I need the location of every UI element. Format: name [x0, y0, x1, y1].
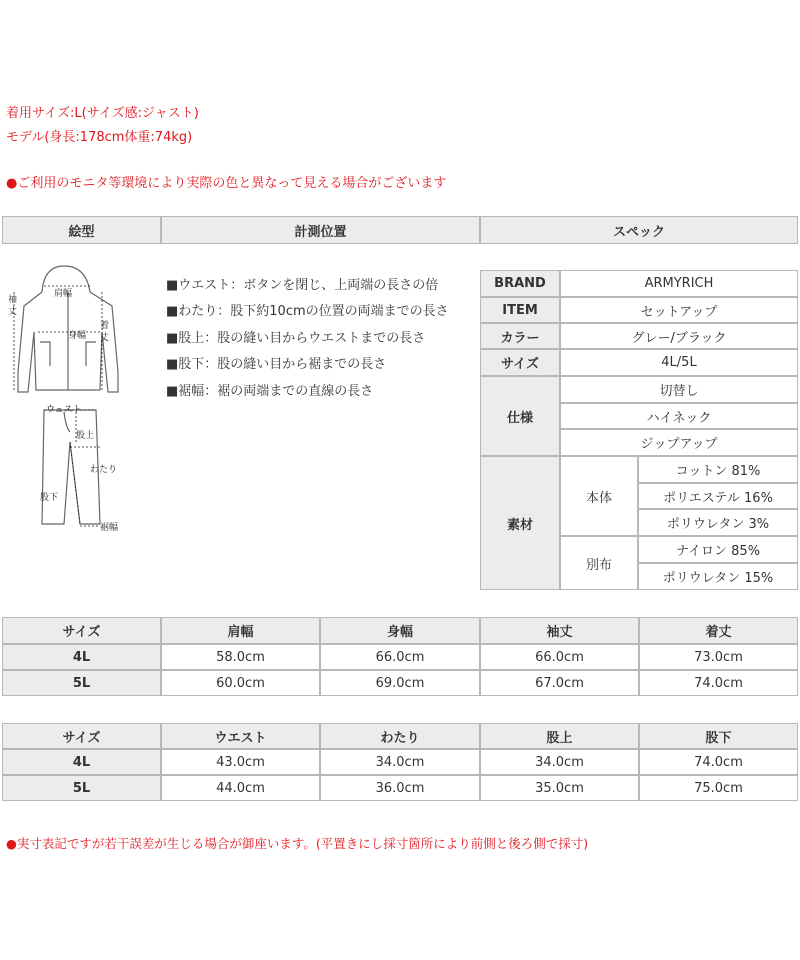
spec-brand-label: BRAND	[480, 270, 560, 297]
t1-row1-c4: 73.0cm	[639, 644, 798, 670]
t2-header-size: サイズ	[2, 723, 161, 749]
spec-main-1: コットン 81%	[638, 456, 798, 483]
t1-header-length: 着丈	[639, 617, 798, 644]
spec-item-value: セットアップ	[560, 297, 798, 323]
spec-material-label: 素材	[480, 456, 560, 590]
t2-row2-c2: 36.0cm	[320, 775, 480, 801]
note-hem: ■裾幅：裾の両端までの直線の長さ	[166, 384, 374, 399]
spec-shiyou-3: ジップアップ	[560, 429, 798, 456]
label-hem: 裾幅	[100, 523, 119, 533]
spec-sub-2: ポリウレタン 15%	[638, 563, 798, 590]
t2-row2-c1: 44.0cm	[161, 775, 320, 801]
label-sleeve: 袖 丈	[8, 295, 18, 317]
label-thigh: わたり	[90, 465, 118, 475]
spec-item-label: ITEM	[480, 297, 560, 323]
t2-row1-c4: 74.0cm	[639, 749, 798, 775]
header-measurement: 計測位置	[161, 216, 480, 244]
t1-row1-size: 4L	[2, 644, 161, 670]
spec-shiyou-label: 仕様	[480, 376, 560, 456]
note-waist: ■ウエスト：ボタンを閉じ、上両端の長さの倍	[166, 278, 439, 293]
t1-row2-c3: 67.0cm	[480, 670, 639, 696]
t1-row2-c4: 74.0cm	[639, 670, 798, 696]
t2-row2-c4: 75.0cm	[639, 775, 798, 801]
spec-brand-value: ARMYRICH	[560, 270, 798, 297]
header-illustration: 絵型	[2, 216, 161, 244]
label-inseam: 股下	[40, 493, 59, 503]
label-rise: 股上	[76, 431, 95, 441]
spec-main-3: ポリウレタン 3%	[638, 509, 798, 536]
note-rise: ■股上：股の縫い目からウエストまでの長さ	[166, 331, 426, 346]
t1-row1-c2: 66.0cm	[320, 644, 480, 670]
label-length: 着 丈	[100, 321, 110, 343]
t1-header-shoulder: 肩幅	[161, 617, 320, 644]
t2-header-rise: 股上	[480, 723, 639, 749]
t2-header-thigh: わたり	[320, 723, 480, 749]
spec-main-2: ポリエステル 16%	[638, 483, 798, 509]
t2-row1-c1: 43.0cm	[161, 749, 320, 775]
t1-row2-c1: 60.0cm	[161, 670, 320, 696]
t1-row2-size: 5L	[2, 670, 161, 696]
model-text: モデル(身長:178cm体重:74kg)	[6, 130, 193, 145]
note-inseam: ■股下：股の縫い目から裾までの長さ	[166, 357, 387, 372]
spec-color-value: グレー/ブラック	[560, 323, 798, 349]
t2-row1-c3: 34.0cm	[480, 749, 639, 775]
spec-sub-label: 別布	[560, 536, 638, 590]
t1-row1-c3: 66.0cm	[480, 644, 639, 670]
monitor-note: ●ご利用のモニタ等環境により実際の色と異なって見える場合がございます	[6, 176, 447, 191]
label-body: 身幅	[68, 331, 87, 341]
spec-size-label: サイズ	[480, 349, 560, 376]
t2-header-inseam: 股下	[639, 723, 798, 749]
spec-shiyou-1: 切替し	[560, 376, 798, 403]
label-waist: ウェスト	[46, 405, 82, 415]
t2-row2-c3: 35.0cm	[480, 775, 639, 801]
note-thigh: ■わたり：股下約10cmの位置の両端までの長さ	[166, 304, 449, 319]
label-shoulder: 肩幅	[54, 289, 73, 299]
t2-row1-size: 4L	[2, 749, 161, 775]
t1-header-sleeve: 袖丈	[480, 617, 639, 644]
t1-header-body: 身幅	[320, 617, 480, 644]
t2-header-waist: ウエスト	[161, 723, 320, 749]
hoodie-pants-drawing	[4, 262, 160, 542]
spec-size-value: 4L/5L	[560, 349, 798, 376]
t2-row2-size: 5L	[2, 775, 161, 801]
spec-color-label: カラー	[480, 323, 560, 349]
t1-row1-c1: 58.0cm	[161, 644, 320, 670]
spec-shiyou-2: ハイネック	[560, 403, 798, 429]
t2-row1-c2: 34.0cm	[320, 749, 480, 775]
spec-main-label: 本体	[560, 456, 638, 536]
size-worn-text: 着用サイズ:L(サイズ感:ジャスト)	[6, 106, 199, 121]
spec-sub-1: ナイロン 85%	[638, 536, 798, 563]
header-spec: スペック	[480, 216, 798, 244]
t1-header-size: サイズ	[2, 617, 161, 644]
t1-row2-c2: 69.0cm	[320, 670, 480, 696]
garment-illustration	[4, 262, 160, 542]
footer-note: ●実寸表記ですが若干誤差が生じる場合が御座います。(平置きにし採寸箇所により前側と後ろ側で採寸)	[6, 836, 589, 851]
